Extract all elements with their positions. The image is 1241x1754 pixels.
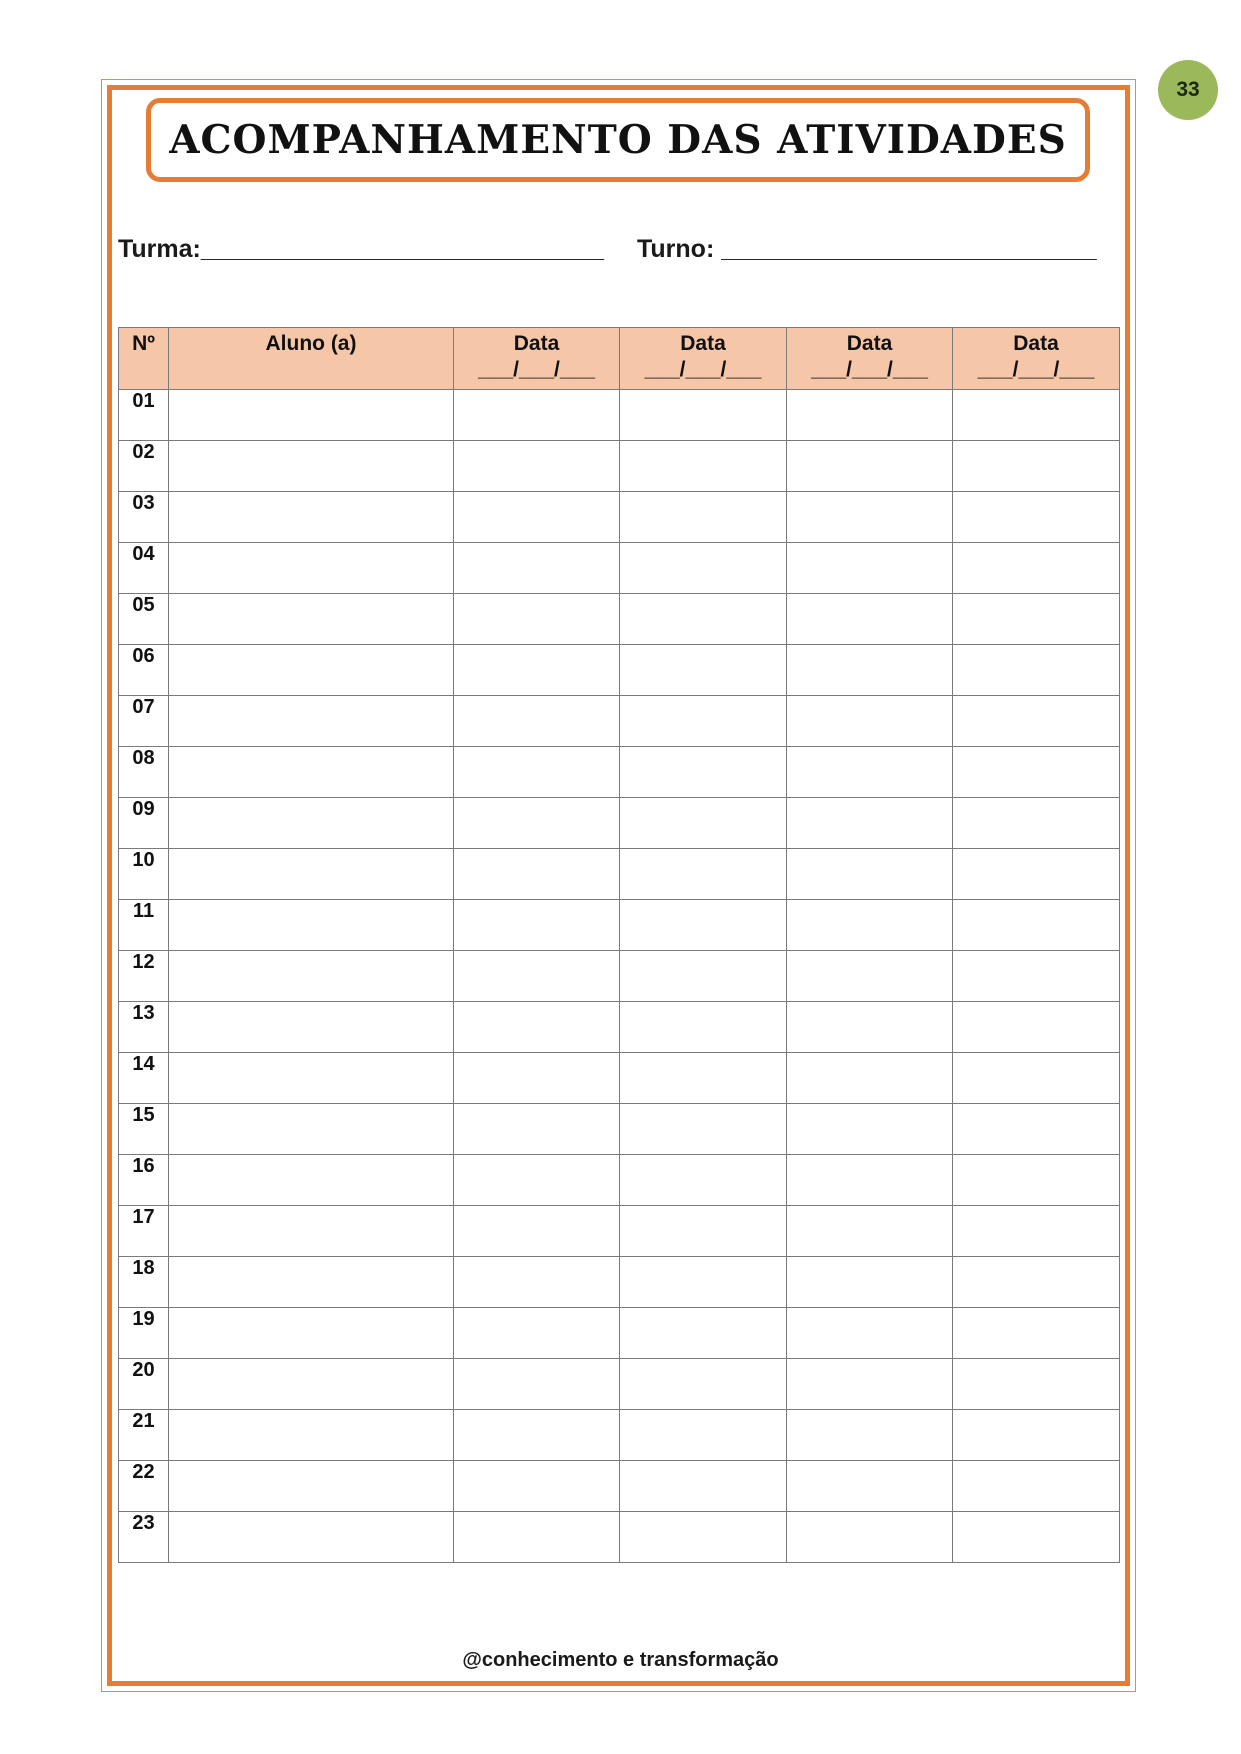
date-cell[interactable] <box>454 1257 620 1308</box>
table-row <box>119 492 1120 543</box>
row-number: 02 <box>119 441 169 492</box>
date-cell[interactable] <box>787 1359 953 1410</box>
row-number: 04 <box>119 543 169 594</box>
row-number: 19 <box>119 1308 169 1359</box>
table-row <box>119 1155 1120 1206</box>
date-cell[interactable] <box>787 849 953 900</box>
date-cell[interactable] <box>620 390 787 441</box>
date-cell[interactable] <box>787 1053 953 1104</box>
date-cell[interactable] <box>454 390 620 441</box>
row-number: 23 <box>119 1512 169 1563</box>
header-date <box>953 328 1120 390</box>
date-cell[interactable] <box>454 951 620 1002</box>
header-date-blank[interactable]: ___/___/___ <box>977 358 1095 381</box>
table-row <box>119 594 1120 645</box>
table-row <box>119 1359 1120 1410</box>
date-cell[interactable] <box>620 747 787 798</box>
table-row <box>119 1002 1120 1053</box>
table-row <box>119 441 1120 492</box>
date-cell[interactable] <box>953 645 1120 696</box>
date-cell[interactable] <box>787 492 953 543</box>
date-cell[interactable] <box>620 1206 787 1257</box>
date-cell[interactable] <box>620 951 787 1002</box>
row-number: 03 <box>119 492 169 543</box>
date-cell[interactable] <box>953 747 1120 798</box>
student-name-cell[interactable] <box>169 798 454 849</box>
date-cell[interactable] <box>454 1053 620 1104</box>
date-cell[interactable] <box>620 543 787 594</box>
date-cell[interactable] <box>620 900 787 951</box>
date-cell[interactable] <box>953 696 1120 747</box>
date-cell[interactable] <box>454 543 620 594</box>
table-row <box>119 696 1120 747</box>
header-date-label: Data <box>846 332 893 355</box>
header-date-label: Data <box>513 332 560 355</box>
row-number: 15 <box>119 1104 169 1155</box>
date-cell[interactable] <box>787 1512 953 1563</box>
date-cell[interactable] <box>787 543 953 594</box>
date-cell[interactable] <box>787 900 953 951</box>
date-cell[interactable] <box>620 492 787 543</box>
header-date-blank[interactable]: ___/___/___ <box>811 358 928 381</box>
attendance-table <box>118 327 1120 1563</box>
date-cell[interactable] <box>454 747 620 798</box>
table-row <box>119 1104 1120 1155</box>
date-cell[interactable] <box>953 441 1120 492</box>
date-cell[interactable] <box>787 798 953 849</box>
table-row <box>119 849 1120 900</box>
header-date-label: Data <box>680 332 726 355</box>
date-cell[interactable] <box>620 441 787 492</box>
date-cell[interactable] <box>454 1512 620 1563</box>
table-row <box>119 1308 1120 1359</box>
row-number: 11 <box>119 900 169 951</box>
date-cell[interactable] <box>787 1308 953 1359</box>
student-name-cell[interactable] <box>169 747 454 798</box>
student-name-cell[interactable] <box>169 543 454 594</box>
date-cell[interactable] <box>953 1002 1120 1053</box>
table-row <box>119 1257 1120 1308</box>
table-row <box>119 390 1120 441</box>
date-cell[interactable] <box>454 1155 620 1206</box>
date-cell[interactable] <box>953 390 1120 441</box>
header-number: Nº <box>119 328 169 390</box>
table-row <box>119 798 1120 849</box>
title-box <box>146 98 1090 182</box>
date-cell[interactable] <box>620 1410 787 1461</box>
date-cell[interactable] <box>620 1308 787 1359</box>
table-row <box>119 747 1120 798</box>
table-row <box>119 1461 1120 1512</box>
student-name-cell[interactable] <box>169 1053 454 1104</box>
date-cell[interactable] <box>454 1104 620 1155</box>
date-cell[interactable] <box>787 1461 953 1512</box>
row-number: 14 <box>119 1053 169 1104</box>
date-cell[interactable] <box>953 1512 1120 1563</box>
table-row <box>119 543 1120 594</box>
date-cell[interactable] <box>787 645 953 696</box>
student-name-cell[interactable] <box>169 1155 454 1206</box>
date-cell[interactable] <box>953 900 1120 951</box>
row-number: 06 <box>119 645 169 696</box>
header-date-blank[interactable]: ___/___/___ <box>644 358 762 381</box>
date-cell[interactable] <box>953 1359 1120 1410</box>
date-cell[interactable] <box>787 951 953 1002</box>
turno-field[interactable]: Turno: ___________________________ <box>637 235 1097 263</box>
date-cell[interactable] <box>953 1410 1120 1461</box>
date-cell[interactable] <box>787 1257 953 1308</box>
date-cell[interactable] <box>454 492 620 543</box>
row-number: 17 <box>119 1206 169 1257</box>
date-cell[interactable] <box>787 594 953 645</box>
date-cell[interactable] <box>620 798 787 849</box>
table-body <box>119 390 1120 1563</box>
date-cell[interactable] <box>953 849 1120 900</box>
student-name-cell[interactable] <box>169 1206 454 1257</box>
date-cell[interactable] <box>620 1053 787 1104</box>
table-row <box>119 1206 1120 1257</box>
table-row <box>119 1512 1120 1563</box>
row-number: 18 <box>119 1257 169 1308</box>
date-cell[interactable] <box>953 1155 1120 1206</box>
date-cell[interactable] <box>620 594 787 645</box>
date-cell[interactable] <box>787 1002 953 1053</box>
date-cell[interactable] <box>620 1257 787 1308</box>
date-cell[interactable] <box>787 1410 953 1461</box>
student-name-cell[interactable] <box>169 1461 454 1512</box>
date-cell[interactable] <box>454 849 620 900</box>
row-number: 22 <box>119 1461 169 1512</box>
date-cell[interactable] <box>454 441 620 492</box>
table-header-row <box>119 328 1120 390</box>
student-name-cell[interactable] <box>169 1002 454 1053</box>
page-number-badge: 33 <box>1158 60 1218 120</box>
row-number: 16 <box>119 1155 169 1206</box>
table-row <box>119 1410 1120 1461</box>
student-name-cell[interactable] <box>169 1410 454 1461</box>
date-cell[interactable] <box>787 747 953 798</box>
header-date-label: Data <box>1013 332 1059 355</box>
date-cell[interactable] <box>454 1206 620 1257</box>
student-name-cell[interactable] <box>169 1104 454 1155</box>
student-name-cell[interactable] <box>169 594 454 645</box>
table-row <box>119 645 1120 696</box>
student-name-cell[interactable] <box>169 492 454 543</box>
student-name-cell[interactable] <box>169 900 454 951</box>
row-number: 20 <box>119 1359 169 1410</box>
date-cell[interactable] <box>620 696 787 747</box>
student-name-cell[interactable] <box>169 645 454 696</box>
date-cell[interactable] <box>953 1053 1120 1104</box>
header-date <box>787 328 953 390</box>
date-cell[interactable] <box>787 696 953 747</box>
row-number: 07 <box>119 696 169 747</box>
date-cell[interactable] <box>454 900 620 951</box>
page-title: ACOMPANHAMENTO DAS ATIVIDADES <box>169 117 1067 163</box>
row-number: 13 <box>119 1002 169 1053</box>
date-cell[interactable] <box>953 1257 1120 1308</box>
date-cell[interactable] <box>454 1002 620 1053</box>
student-name-cell[interactable] <box>169 951 454 1002</box>
date-cell[interactable] <box>454 1461 620 1512</box>
student-name-cell[interactable] <box>169 1308 454 1359</box>
date-cell[interactable] <box>454 1359 620 1410</box>
student-name-cell[interactable] <box>169 849 454 900</box>
date-cell[interactable] <box>953 594 1120 645</box>
date-cell[interactable] <box>620 645 787 696</box>
date-cell[interactable] <box>787 1155 953 1206</box>
date-cell[interactable] <box>953 1206 1120 1257</box>
date-cell[interactable] <box>454 1410 620 1461</box>
date-cell[interactable] <box>953 951 1120 1002</box>
date-cell[interactable] <box>953 1308 1120 1359</box>
row-number: 01 <box>119 390 169 441</box>
date-cell[interactable] <box>620 1461 787 1512</box>
table-row <box>119 900 1120 951</box>
student-name-cell[interactable] <box>169 1257 454 1308</box>
date-cell[interactable] <box>620 1359 787 1410</box>
header-date-blank[interactable]: ___/___/___ <box>478 358 595 381</box>
table-row <box>119 951 1120 1002</box>
date-cell[interactable] <box>953 1104 1120 1155</box>
date-cell[interactable] <box>787 390 953 441</box>
row-number: 05 <box>119 594 169 645</box>
student-name-cell[interactable] <box>169 441 454 492</box>
date-cell[interactable] <box>953 492 1120 543</box>
row-number: 09 <box>119 798 169 849</box>
turma-field[interactable]: Turma:_____________________________ <box>118 235 605 263</box>
date-cell[interactable] <box>787 1104 953 1155</box>
date-cell[interactable] <box>953 798 1120 849</box>
date-cell[interactable] <box>454 594 620 645</box>
date-cell[interactable] <box>787 1206 953 1257</box>
header-student: Aluno (a) <box>169 328 454 390</box>
date-cell[interactable] <box>620 1104 787 1155</box>
date-cell[interactable] <box>953 543 1120 594</box>
date-cell[interactable] <box>454 696 620 747</box>
date-cell[interactable] <box>454 1308 620 1359</box>
row-number: 08 <box>119 747 169 798</box>
date-cell[interactable] <box>454 645 620 696</box>
date-cell[interactable] <box>620 849 787 900</box>
date-cell[interactable] <box>787 441 953 492</box>
student-name-cell[interactable] <box>169 390 454 441</box>
row-number: 12 <box>119 951 169 1002</box>
header-date <box>620 328 787 390</box>
date-cell[interactable] <box>620 1002 787 1053</box>
row-number: 10 <box>119 849 169 900</box>
date-cell[interactable] <box>620 1155 787 1206</box>
date-cell[interactable] <box>953 1461 1120 1512</box>
student-name-cell[interactable] <box>169 1359 454 1410</box>
date-cell[interactable] <box>620 1512 787 1563</box>
date-cell[interactable] <box>454 798 620 849</box>
table-row <box>119 1053 1120 1104</box>
header-date <box>454 328 620 390</box>
student-name-cell[interactable] <box>169 696 454 747</box>
footer-credit: @conhecimento e transformação <box>462 1649 779 1671</box>
student-name-cell[interactable] <box>169 1512 454 1563</box>
row-number: 21 <box>119 1410 169 1461</box>
